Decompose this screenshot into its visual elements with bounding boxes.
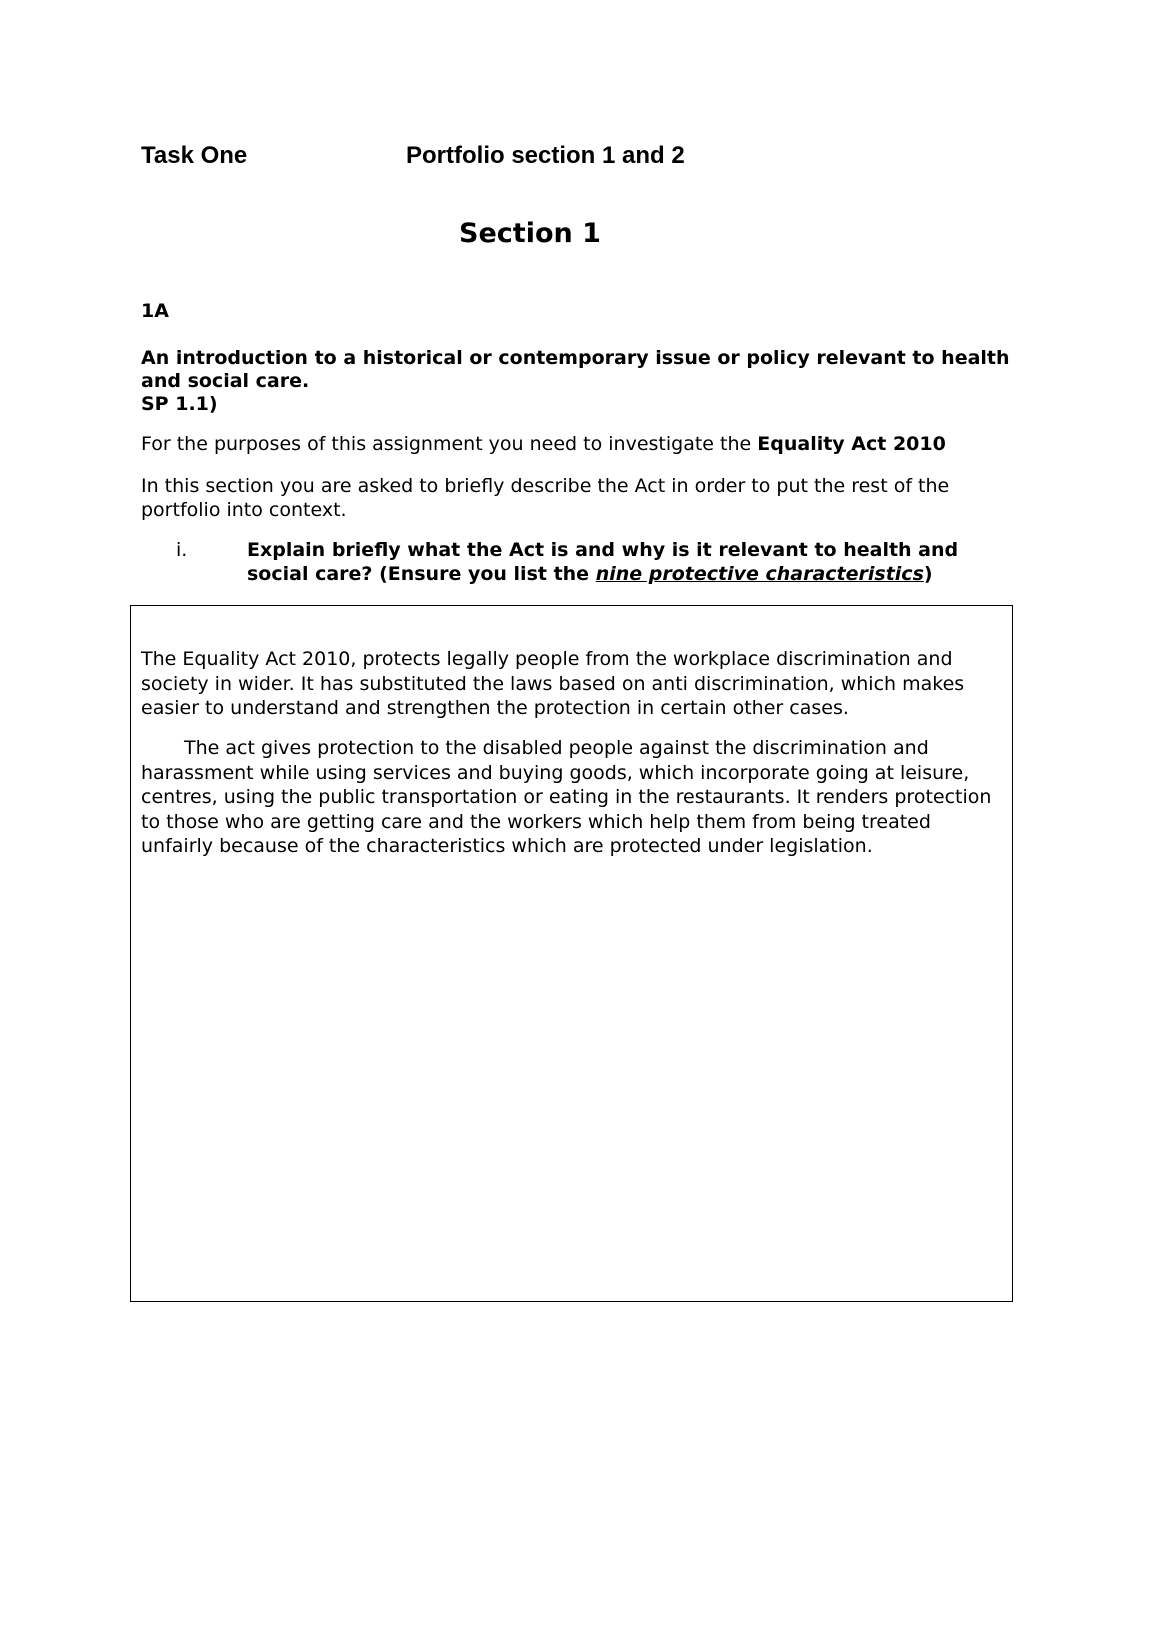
task-header: [141, 142, 841, 176]
purpose-text: For the purposes of this assignment you need to investigate the: [141, 433, 758, 455]
purpose-paragraph: [141, 432, 1021, 456]
portfolio-label: Portfolio section 1 and 2: [406, 142, 685, 169]
intro-heading: [141, 347, 1021, 416]
answer-paragraph-2: The act gives protection to the disabled people against the discrimination and harassment while using services and buying goods, which incorporate going at leisure, centres, using the public transportation or eating in the restaurants. It renders protection to those who are getting care and the workers which help them from being treated unfairly because of the characteristics which are protected under legislation.: [141, 737, 992, 857]
answer-box[interactable]: [130, 605, 1013, 1302]
question-text-end: ): [923, 563, 933, 585]
answer-paragraph-1: The Equality Act 2010, protects legally people from the workplace discrimination and society in wider. It has substituted the laws based on anti discrimination, which makes easier to understand and strengthen the protection in certain other cases.: [141, 648, 965, 719]
task-label: Task One: [141, 142, 248, 169]
intro-heading-line1: An introduction to a historical or contemporary issue or policy relevant to health and social care.: [141, 347, 1010, 392]
context-paragraph: In this section you are asked to briefly describe the Act in order to put the rest of the portfolio into context.: [141, 475, 950, 521]
question-text: [247, 538, 1017, 586]
question-text-main: Explain briefly what the Act is and why is it relevant to health and social care? (Ensure you list the: [247, 539, 959, 585]
intro-heading-line2: SP 1.1): [141, 393, 218, 415]
act-name: Equality Act 2010: [757, 433, 946, 455]
subsection-id: 1A: [141, 300, 169, 322]
section-title: Section 1: [459, 218, 601, 249]
question-number: i.: [176, 539, 188, 561]
question-emphasis: nine protective characteristics: [595, 563, 924, 585]
